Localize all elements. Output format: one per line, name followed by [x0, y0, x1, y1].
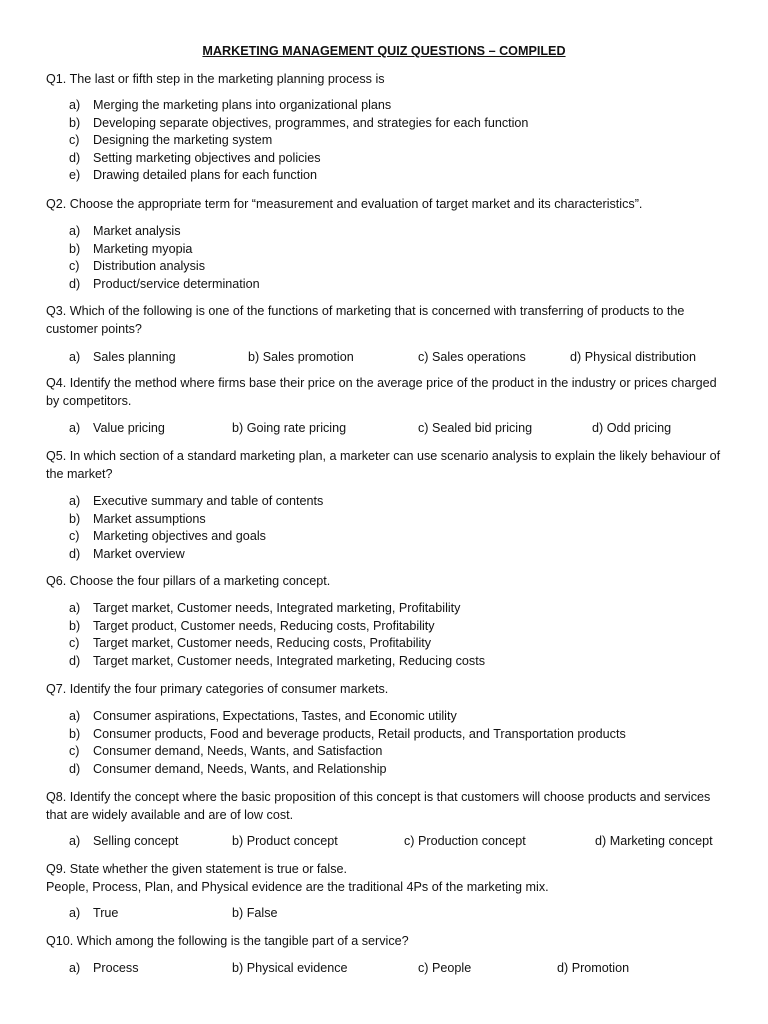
option-q3-a: a) Sales planning — [69, 350, 176, 364]
options-list-q6 — [69, 600, 485, 670]
option-q10-b: b) Physical evidence — [232, 961, 348, 975]
options-row-q3 — [0, 349, 768, 367]
option-q1-e: e) Drawing detailed plans for each function — [69, 168, 318, 182]
option-q4-d: d) Odd pricing — [592, 421, 672, 435]
option-q2-c: c) Distribution analysis — [69, 259, 205, 273]
question-4: Q4. Identify the method where firms base their price on the average price of the product in the industry or prices charged by competitors. — [46, 376, 717, 408]
option-q2-d: d) Product/service determination — [69, 276, 260, 291]
option-q10-c: c) People — [418, 961, 472, 975]
options-list-q1 — [69, 97, 528, 185]
question-5: Q5. In which section of a standard marketing plan, a marketer can use scenario analysis to explain the likely behaviour of the market? — [46, 449, 721, 481]
question-3: Q3. Which of the following is one of the functions of marketing that is concerned with transferring of products to the customer points? — [46, 304, 685, 336]
option-q3-b: b) Sales promotion — [248, 350, 354, 364]
option-q2-b: b) Marketing myopia — [69, 241, 193, 256]
option-q7-a: a) Consumer aspirations, Expectations, Tastes, and Economic utility — [69, 709, 457, 723]
option-q4-a: a) Value pricing — [69, 421, 165, 435]
question-10: Q10. Which among the following is the tangible part of a service? — [46, 934, 409, 948]
option-q7-d: d) Consumer demand, Needs, Wants, and Relationship — [69, 761, 387, 776]
options-row-q4 — [0, 420, 768, 438]
option-q1-d: d) Setting marketing objectives and policies — [69, 150, 321, 165]
option-q1-c: c) Designing the marketing system — [69, 133, 273, 147]
option-q10-d: d) Promotion — [557, 961, 630, 975]
options-list-q2 — [69, 223, 260, 293]
option-q5-a: a) Executive summary and table of contents — [69, 494, 324, 508]
option-q6-d: d) Target market, Customer needs, Integrated marketing, Reducing costs — [69, 653, 485, 668]
options-list-q5 — [69, 493, 323, 563]
option-q6-b: b) Target product, Customer needs, Reducing costs, Profitability — [69, 618, 435, 633]
options-row-q10 — [0, 960, 768, 978]
question-9-statement: People, Process, Plan, and Physical evidence are the traditional 4Ps of the marketing mix. — [46, 879, 549, 894]
option-q5-c: c) Marketing objectives and goals — [69, 529, 266, 543]
question-6: Q6. Choose the four pillars of a marketing concept. — [46, 574, 331, 588]
question-2: Q2. Choose the appropriate term for “measurement and evaluation of target market and its characteristics”. — [46, 197, 643, 211]
option-q1-a: a) Merging the marketing plans into organizational plans — [69, 98, 392, 112]
question-8: Q8. Identify the concept where the basic proposition of this concept is that customers will choose products and services that are widely available and are of low cost. — [46, 790, 711, 822]
option-q6-a: a) Target market, Customer needs, Integrated marketing, Profitability — [69, 601, 461, 615]
question-1: Q1. The last or fifth step in the marketing planning process is — [46, 72, 385, 86]
option-q3-c: c) Sales operations — [418, 350, 526, 364]
option-q4-b: b) Going rate pricing — [232, 421, 347, 435]
options-row-q8 — [0, 833, 768, 851]
option-q4-c: c) Sealed bid pricing — [418, 421, 533, 435]
option-q3-d: d) Physical distribution — [570, 350, 696, 364]
option-q8-b: b) Product concept — [232, 834, 338, 848]
option-q8-a: a) Selling concept — [69, 834, 179, 848]
option-q2-a: a) Market analysis — [69, 224, 181, 238]
options-list-q7 — [69, 708, 626, 778]
option-q1-b: b) Developing separate objectives, programmes, and strategies for each function — [69, 115, 529, 130]
option-q9-a: a) True — [69, 906, 119, 920]
question-9-prompt: Q9. State whether the given statement is true or false. — [46, 862, 348, 876]
option-q5-b: b) Market assumptions — [69, 511, 206, 526]
question-9 — [46, 861, 726, 896]
option-q10-a: a) Process — [69, 961, 139, 975]
option-q7-b: b) Consumer products, Food and beverage products, Retail products, and Transportation products — [69, 726, 626, 741]
option-q9-b: b) False — [232, 906, 278, 920]
options-row-q9 — [0, 905, 768, 923]
option-q8-c: c) Production concept — [404, 834, 526, 848]
page-title: MARKETING MANAGEMENT QUIZ QUESTIONS – COMPILED — [202, 44, 566, 58]
option-q6-c: c) Target market, Customer needs, Reducing costs, Profitability — [69, 636, 432, 650]
option-q5-d: d) Market overview — [69, 546, 185, 561]
option-q8-d: d) Marketing concept — [595, 834, 713, 848]
option-q7-c: c) Consumer demand, Needs, Wants, and Satisfaction — [69, 744, 383, 758]
question-7: Q7. Identify the four primary categories of consumer markets. — [46, 682, 389, 696]
